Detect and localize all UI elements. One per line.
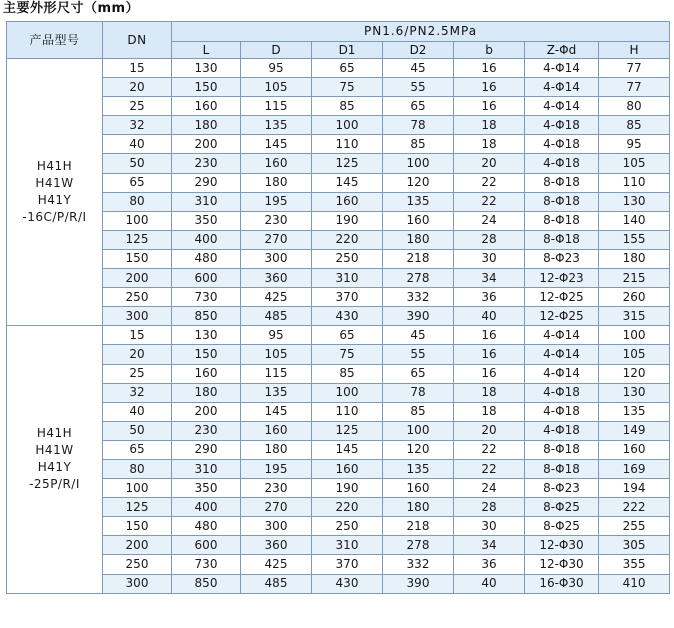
table-cell: 110 xyxy=(599,173,670,192)
table-cell: 8-Φ25 xyxy=(525,498,599,517)
table-row xyxy=(7,498,670,517)
table-cell: 180 xyxy=(241,440,312,459)
table-cell: 194 xyxy=(599,479,670,498)
table-cell: 300 xyxy=(241,249,312,268)
table-cell: 430 xyxy=(312,574,383,593)
table-cell: 270 xyxy=(241,498,312,517)
table-cell: 180 xyxy=(172,383,241,402)
table-cell: 310 xyxy=(312,536,383,555)
table-row xyxy=(7,536,670,555)
table-cell: 730 xyxy=(172,288,241,307)
table-cell: 20 xyxy=(103,345,172,364)
table-cell: 85 xyxy=(312,97,383,116)
header-row-top xyxy=(7,22,670,42)
table-cell: 300 xyxy=(241,517,312,536)
column-header-b: b xyxy=(454,42,525,59)
table-row xyxy=(7,116,670,135)
column-header-z-phi-d: Z-Φd xyxy=(525,42,599,59)
table-cell: 270 xyxy=(241,230,312,249)
column-header-d2: D2 xyxy=(383,42,454,59)
table-row xyxy=(7,135,670,154)
table-cell: 218 xyxy=(383,517,454,536)
table-cell: 4-Φ18 xyxy=(525,135,599,154)
table-cell: 4-Φ18 xyxy=(525,402,599,421)
page-title: 主要外形尺寸（mm） xyxy=(3,1,140,16)
table-cell: 12-Φ30 xyxy=(525,536,599,555)
table-cell: 100 xyxy=(599,326,670,345)
model-cell xyxy=(7,326,103,593)
table-cell: 150 xyxy=(172,345,241,364)
table-cell: 4-Φ18 xyxy=(525,116,599,135)
table-cell: 16-Φ30 xyxy=(525,574,599,593)
table-cell: 4-Φ14 xyxy=(525,364,599,383)
table-cell: 135 xyxy=(241,383,312,402)
table-cell: 135 xyxy=(599,402,670,421)
model-line: -16C/P/R/I xyxy=(22,210,87,225)
table-cell: 310 xyxy=(172,192,241,211)
table-cell: 850 xyxy=(172,574,241,593)
table-cell: 12-Φ25 xyxy=(525,307,599,326)
table-cell: 65 xyxy=(103,173,172,192)
table-cell: 28 xyxy=(454,230,525,249)
table-cell: 145 xyxy=(241,402,312,421)
table-row xyxy=(7,555,670,574)
table-cell: 34 xyxy=(454,536,525,555)
table-cell: 100 xyxy=(103,479,172,498)
table-cell: 315 xyxy=(599,307,670,326)
table-body xyxy=(7,59,670,594)
table-cell: 305 xyxy=(599,536,670,555)
table-cell: 850 xyxy=(172,307,241,326)
table-cell: 55 xyxy=(383,78,454,97)
table-cell: 230 xyxy=(241,479,312,498)
table-cell: 95 xyxy=(241,59,312,78)
table-cell: 350 xyxy=(172,479,241,498)
table-cell: 8-Φ18 xyxy=(525,211,599,230)
table-cell: 149 xyxy=(599,421,670,440)
table-cell: 105 xyxy=(241,345,312,364)
table-cell: 8-Φ23 xyxy=(525,249,599,268)
table-cell: 200 xyxy=(172,402,241,421)
column-header-d: D xyxy=(241,42,312,59)
model-line: -25P/R/I xyxy=(29,477,80,492)
table-row xyxy=(7,288,670,307)
table-cell: 24 xyxy=(454,211,525,230)
table-cell: 230 xyxy=(241,211,312,230)
table-cell: 160 xyxy=(312,192,383,211)
table-cell: 160 xyxy=(599,440,670,459)
table-cell: 150 xyxy=(172,78,241,97)
table-cell: 36 xyxy=(454,555,525,574)
table-cell: 278 xyxy=(383,269,454,288)
table-cell: 36 xyxy=(454,288,525,307)
table-cell: 34 xyxy=(454,269,525,288)
table-cell: 32 xyxy=(103,116,172,135)
table-cell: 125 xyxy=(103,498,172,517)
table-cell: 350 xyxy=(172,211,241,230)
table-cell: 290 xyxy=(172,440,241,459)
table-cell: 600 xyxy=(172,536,241,555)
table-cell: 195 xyxy=(241,459,312,478)
table-row xyxy=(7,269,670,288)
table-cell: 278 xyxy=(383,536,454,555)
table-row xyxy=(7,97,670,116)
table-cell: 8-Φ23 xyxy=(525,479,599,498)
table-cell: 4-Φ14 xyxy=(525,59,599,78)
table-cell: 400 xyxy=(172,498,241,517)
table-cell: 480 xyxy=(172,249,241,268)
table-cell: 169 xyxy=(599,459,670,478)
table-cell: 220 xyxy=(312,230,383,249)
table-cell: 16 xyxy=(454,345,525,364)
table-cell: 120 xyxy=(383,173,454,192)
table-cell: 100 xyxy=(103,211,172,230)
table-cell: 332 xyxy=(383,288,454,307)
table-cell: 85 xyxy=(383,402,454,421)
table-row xyxy=(7,364,670,383)
table-cell: 95 xyxy=(599,135,670,154)
table-cell: 8-Φ18 xyxy=(525,440,599,459)
table-cell: 40 xyxy=(103,402,172,421)
model-line: H41Y xyxy=(37,460,72,475)
table-cell: 22 xyxy=(454,173,525,192)
table-cell: 300 xyxy=(103,574,172,593)
table-cell: 25 xyxy=(103,97,172,116)
table-cell: 45 xyxy=(383,59,454,78)
table-cell: 160 xyxy=(383,211,454,230)
table-cell: 115 xyxy=(241,97,312,116)
table-row xyxy=(7,249,670,268)
table-row xyxy=(7,440,670,459)
table-cell: 160 xyxy=(241,421,312,440)
table-cell: 75 xyxy=(312,78,383,97)
table-cell: 85 xyxy=(312,364,383,383)
table-cell: 50 xyxy=(103,154,172,173)
table-cell: 65 xyxy=(312,59,383,78)
table-cell: 140 xyxy=(599,211,670,230)
table-cell: 485 xyxy=(241,307,312,326)
table-row xyxy=(7,459,670,478)
table-cell: 190 xyxy=(312,211,383,230)
table-cell: 12-Φ25 xyxy=(525,288,599,307)
table-cell: 105 xyxy=(241,78,312,97)
table-row xyxy=(7,154,670,173)
table-cell: 120 xyxy=(383,440,454,459)
table-cell: 8-Φ18 xyxy=(525,173,599,192)
table-cell: 50 xyxy=(103,421,172,440)
table-cell: 16 xyxy=(454,326,525,345)
table-row xyxy=(7,59,670,78)
table-cell: 65 xyxy=(383,97,454,116)
table-cell: 16 xyxy=(454,78,525,97)
table-cell: 425 xyxy=(241,288,312,307)
table-cell: 78 xyxy=(383,383,454,402)
table-cell: 600 xyxy=(172,269,241,288)
table-cell: 160 xyxy=(172,364,241,383)
table-row xyxy=(7,230,670,249)
table-cell: 80 xyxy=(103,459,172,478)
table-cell: 16 xyxy=(454,97,525,116)
table-cell: 65 xyxy=(312,326,383,345)
table-cell: 22 xyxy=(454,192,525,211)
column-header-l: L xyxy=(172,42,241,59)
table-cell: 130 xyxy=(172,326,241,345)
table-cell: 355 xyxy=(599,555,670,574)
table-cell: 105 xyxy=(599,345,670,364)
table-cell: 200 xyxy=(103,536,172,555)
table-cell: 22 xyxy=(454,440,525,459)
table-cell: 130 xyxy=(172,59,241,78)
table-cell: 370 xyxy=(312,288,383,307)
model-line: H41H xyxy=(36,159,73,174)
table-cell: 4-Φ18 xyxy=(525,383,599,402)
table-cell: 480 xyxy=(172,517,241,536)
table-cell: 40 xyxy=(103,135,172,154)
table-cell: 218 xyxy=(383,249,454,268)
table-cell: 200 xyxy=(103,269,172,288)
table-cell: 180 xyxy=(383,230,454,249)
table-cell: 8-Φ18 xyxy=(525,192,599,211)
table-cell: 125 xyxy=(312,421,383,440)
table-cell: 180 xyxy=(172,116,241,135)
table-cell: 8-Φ25 xyxy=(525,517,599,536)
table-cell: 12-Φ30 xyxy=(525,555,599,574)
table-cell: 190 xyxy=(312,479,383,498)
table-cell: 95 xyxy=(241,326,312,345)
table-cell: 125 xyxy=(312,154,383,173)
table-cell: 135 xyxy=(383,459,454,478)
table-cell: 180 xyxy=(383,498,454,517)
table-cell: 77 xyxy=(599,78,670,97)
table-cell: 4-Φ18 xyxy=(525,421,599,440)
table-cell: 65 xyxy=(103,440,172,459)
pressure-group-header: PN1.6/PN2.5MPa xyxy=(172,22,670,42)
table-cell: 8-Φ18 xyxy=(525,230,599,249)
table-cell: 110 xyxy=(312,135,383,154)
table-cell: 120 xyxy=(599,364,670,383)
table-cell: 250 xyxy=(103,555,172,574)
table-cell: 100 xyxy=(383,421,454,440)
table-cell: 425 xyxy=(241,555,312,574)
table-cell: 332 xyxy=(383,555,454,574)
table-cell: 25 xyxy=(103,364,172,383)
table-cell: 255 xyxy=(599,517,670,536)
table-row xyxy=(7,78,670,97)
column-header-d1: D1 xyxy=(312,42,383,59)
table-cell: 4-Φ14 xyxy=(525,97,599,116)
table-cell: 410 xyxy=(599,574,670,593)
table-row xyxy=(7,192,670,211)
table-cell: 400 xyxy=(172,230,241,249)
table-row xyxy=(7,173,670,192)
table-cell: 135 xyxy=(383,192,454,211)
table-cell: 20 xyxy=(103,78,172,97)
table-cell: 145 xyxy=(241,135,312,154)
table-cell: 4-Φ14 xyxy=(525,78,599,97)
table-row xyxy=(7,326,670,345)
table-cell: 75 xyxy=(312,345,383,364)
table-cell: 160 xyxy=(241,154,312,173)
model-cell xyxy=(7,59,103,326)
table-cell: 16 xyxy=(454,59,525,78)
dimensions-table xyxy=(6,21,670,594)
table-cell: 16 xyxy=(454,364,525,383)
table-cell: 85 xyxy=(383,135,454,154)
table-cell: 18 xyxy=(454,402,525,421)
table-cell: 12-Φ23 xyxy=(525,269,599,288)
table-cell: 180 xyxy=(241,173,312,192)
table-cell: 4-Φ14 xyxy=(525,326,599,345)
table-cell: 100 xyxy=(383,154,454,173)
table-cell: 230 xyxy=(172,154,241,173)
table-row xyxy=(7,517,670,536)
table-cell: 360 xyxy=(241,536,312,555)
table-row xyxy=(7,421,670,440)
table-cell: 77 xyxy=(599,59,670,78)
table-cell: 145 xyxy=(312,173,383,192)
table-cell: 150 xyxy=(103,249,172,268)
table-cell: 200 xyxy=(172,135,241,154)
table-cell: 18 xyxy=(454,135,525,154)
dn-header: DN xyxy=(103,22,172,59)
table-cell: 115 xyxy=(241,364,312,383)
table-cell: 20 xyxy=(454,421,525,440)
table-cell: 130 xyxy=(599,383,670,402)
table-row xyxy=(7,211,670,230)
table-row xyxy=(7,402,670,421)
table-cell: 30 xyxy=(454,517,525,536)
table-cell: 130 xyxy=(599,192,670,211)
table-row xyxy=(7,383,670,402)
table-cell: 370 xyxy=(312,555,383,574)
table-cell: 160 xyxy=(172,97,241,116)
table-cell: 250 xyxy=(312,517,383,536)
table-cell: 22 xyxy=(454,459,525,478)
table-cell: 8-Φ18 xyxy=(525,459,599,478)
table-cell: 85 xyxy=(599,116,670,135)
model-line: H41Y xyxy=(37,193,72,208)
table-cell: 290 xyxy=(172,173,241,192)
table-cell: 215 xyxy=(599,269,670,288)
table-cell: 310 xyxy=(172,459,241,478)
table-cell: 220 xyxy=(312,498,383,517)
table-cell: 360 xyxy=(241,269,312,288)
table-cell: 40 xyxy=(454,574,525,593)
table-cell: 110 xyxy=(312,402,383,421)
table-cell: 4-Φ18 xyxy=(525,154,599,173)
table-cell: 160 xyxy=(383,479,454,498)
table-cell: 485 xyxy=(241,574,312,593)
table-cell: 430 xyxy=(312,307,383,326)
table-cell: 18 xyxy=(454,116,525,135)
table-cell: 65 xyxy=(383,364,454,383)
table-cell: 390 xyxy=(383,574,454,593)
table-row xyxy=(7,307,670,326)
table-cell: 30 xyxy=(454,249,525,268)
table-cell: 145 xyxy=(312,440,383,459)
table-cell: 28 xyxy=(454,498,525,517)
model-line: H41W xyxy=(35,443,74,458)
table-row xyxy=(7,574,670,593)
table-cell: 150 xyxy=(103,517,172,536)
table-cell: 18 xyxy=(454,383,525,402)
table-cell: 24 xyxy=(454,479,525,498)
table-cell: 78 xyxy=(383,116,454,135)
table-cell: 40 xyxy=(454,307,525,326)
table-cell: 180 xyxy=(599,249,670,268)
table-cell: 390 xyxy=(383,307,454,326)
column-header-h: H xyxy=(599,42,670,59)
table-cell: 250 xyxy=(103,288,172,307)
table-cell: 15 xyxy=(103,59,172,78)
model-line: H41W xyxy=(35,176,74,191)
table-cell: 105 xyxy=(599,154,670,173)
table-cell: 250 xyxy=(312,249,383,268)
table-cell: 222 xyxy=(599,498,670,517)
table-cell: 32 xyxy=(103,383,172,402)
table-cell: 300 xyxy=(103,307,172,326)
table-cell: 4-Φ14 xyxy=(525,345,599,364)
model-header: 产品型号 xyxy=(7,22,103,59)
table-cell: 15 xyxy=(103,326,172,345)
table-cell: 160 xyxy=(312,459,383,478)
table-cell: 260 xyxy=(599,288,670,307)
table-cell: 125 xyxy=(103,230,172,249)
table-cell: 155 xyxy=(599,230,670,249)
table-cell: 100 xyxy=(312,383,383,402)
model-line: H41H xyxy=(36,426,73,441)
table-cell: 80 xyxy=(103,192,172,211)
table-cell: 230 xyxy=(172,421,241,440)
table-cell: 135 xyxy=(241,116,312,135)
table-cell: 80 xyxy=(599,97,670,116)
table-cell: 310 xyxy=(312,269,383,288)
table-row xyxy=(7,479,670,498)
table-cell: 20 xyxy=(454,154,525,173)
table-cell: 195 xyxy=(241,192,312,211)
table-row xyxy=(7,345,670,364)
table-cell: 730 xyxy=(172,555,241,574)
table-cell: 55 xyxy=(383,345,454,364)
table-cell: 45 xyxy=(383,326,454,345)
table-cell: 100 xyxy=(312,116,383,135)
